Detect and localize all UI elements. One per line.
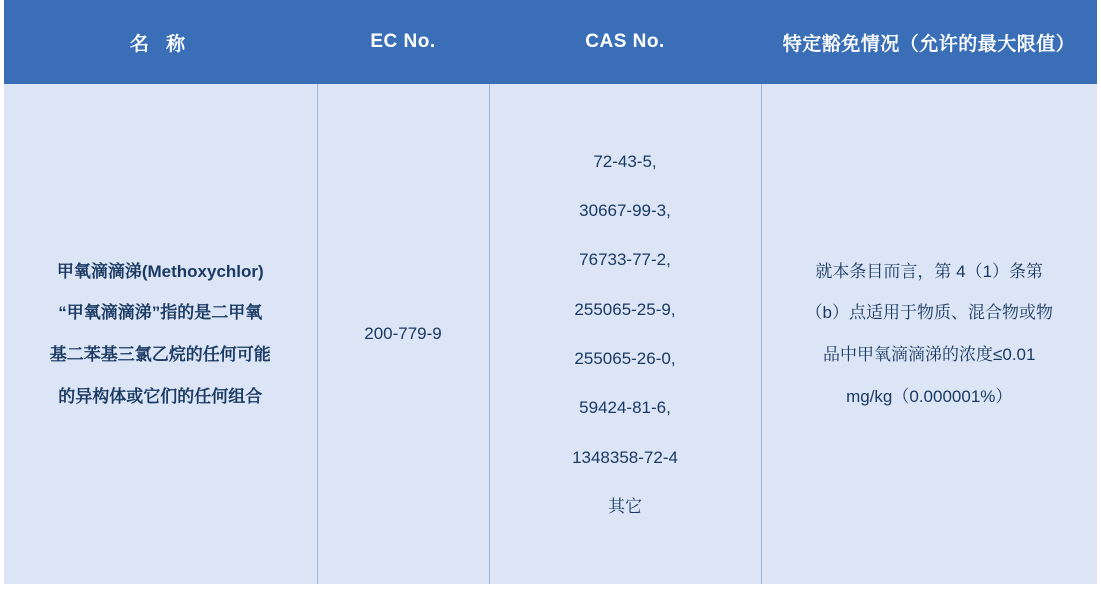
cell-specific-exemption (761, 84, 1097, 584)
exemption-line: （b）点适用于物质、混合物或物 (805, 303, 1053, 323)
substance-name-line: 基二苯基三氯乙烷的任何可能 (49, 345, 271, 364)
table-header (4, 0, 1097, 84)
substance-name-line: “甲氧滴滴涕”指的是二甲氧 (58, 303, 263, 323)
cas-number-line: 72-43-5, (593, 151, 657, 171)
cas-number-line: 255065-26-0, (574, 349, 676, 368)
header-cell-cas-no: CAS No. (489, 0, 761, 84)
cas-number-line: 76733-77-2, (579, 250, 671, 270)
cell-cas-no (489, 84, 761, 584)
cas-number-line: 1348358-72-4 (572, 447, 678, 467)
exemption-line: mg/kg（0.000001%） (846, 386, 1013, 406)
cas-number-other-label: 其它 (608, 496, 642, 516)
exemption-line: 就本条目而言，第 4（1）条第 (815, 261, 1044, 281)
exemption-line: 品中甲氧滴滴涕的浓度≤0.01 (823, 345, 1036, 364)
header-row (4, 0, 1097, 84)
cas-number-line: 59424-81-6, (579, 398, 671, 418)
table-body (4, 84, 1097, 584)
cas-number-line: 255065-25-9, (574, 299, 676, 319)
header-cell-name: 名 称 (4, 0, 317, 84)
cell-substance-name (4, 84, 317, 584)
cas-number-line: 30667-99-3, (579, 201, 671, 221)
header-cell-ec-no: EC No. (317, 0, 489, 84)
substance-table (4, 0, 1097, 584)
header-cell-exemption: 特定豁免情况（允许的最大限值） (761, 0, 1097, 84)
table-row (4, 84, 1097, 584)
substance-name-line: 甲氧滴滴涕(Methoxychlor) (56, 261, 264, 281)
substance-name-line: 的异构体或它们的任何组合 (58, 386, 263, 406)
cell-ec-no: 200-779-9 (317, 84, 489, 584)
